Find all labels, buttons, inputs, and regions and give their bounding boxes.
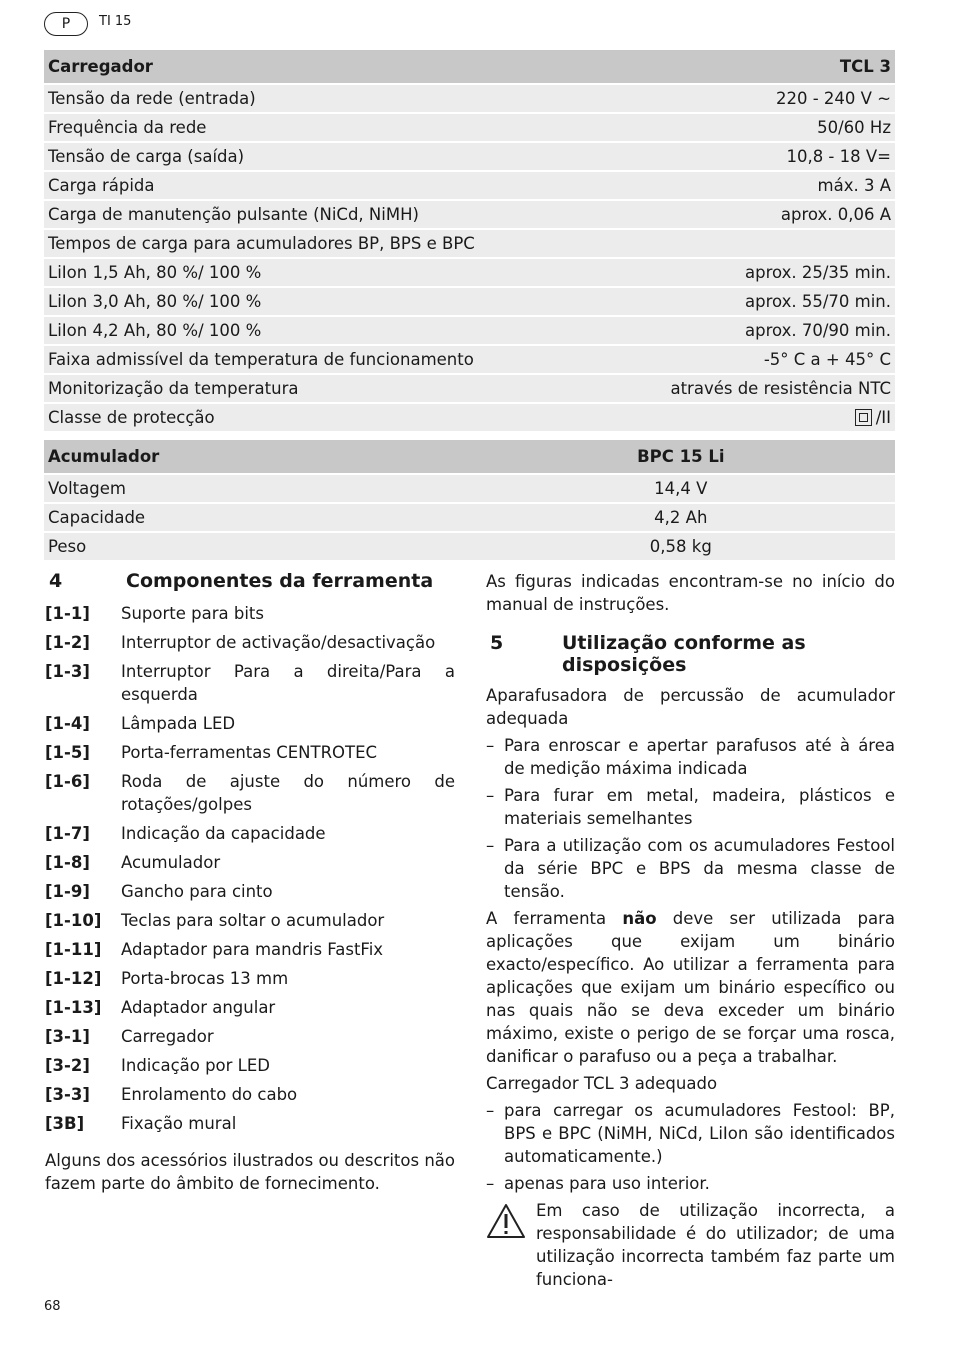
row-value: aprox. 0,06 A <box>602 201 895 228</box>
table-row <box>44 317 895 344</box>
table-row <box>44 143 895 170</box>
row-label: Monitorização da temperatura <box>44 375 602 402</box>
row-value: máx. 3 A <box>602 172 895 199</box>
list-item: – para carregar os acumuladores Festool: BP, BPS e BPC (NiMH, NiCd, LiIon são identificados automaticamente.) <box>486 1101 895 1166</box>
list-item: – Para furar em metal, madeira, plásticos e materiais semelhantes <box>486 786 895 828</box>
list-item: – Para enroscar e apertar parafusos até à área de medição máxima indicada <box>486 736 895 778</box>
list-item: – apenas para uso interior. <box>486 1172 895 1195</box>
model-label: TI 15 <box>99 14 132 29</box>
row-label: Tensão da rede (entrada) <box>44 85 602 112</box>
item-ref: [1-12] <box>45 969 102 988</box>
warning-block <box>486 1199 895 1291</box>
table-row <box>44 172 895 199</box>
item-ref: [1-6] <box>45 772 90 791</box>
item-text: Adaptador para mandris FastFix <box>121 940 384 959</box>
row-value <box>602 404 895 431</box>
list-item <box>45 770 455 816</box>
row-label: Faixa admissível da temperatura de funcionamento <box>44 346 602 373</box>
row-value: -5° C a + 45° C <box>602 346 895 373</box>
row-label: LiIon 3,0 Ah, 80 %/ 100 % <box>44 288 602 315</box>
list-item: – Para a utilização com os acumuladores Festool da série BPC e BPS da mesma classe de tensão. <box>486 836 895 901</box>
item-text: Gancho para cinto <box>121 882 273 901</box>
bullet-text: Para enroscar e apertar parafusos até à área de medição máxima indicada <box>504 736 895 778</box>
warning-text: Em caso de utilização incorrecta, a responsabilidade é do utilizador; de uma utilização incorrecta também faz parte um funciona- <box>536 1201 895 1289</box>
list-item <box>45 712 455 735</box>
table-row <box>44 230 895 257</box>
battery-spec-table <box>44 438 895 562</box>
item-text: Fixação mural <box>121 1114 237 1133</box>
item-ref: [1-10] <box>45 911 102 930</box>
right-column <box>486 570 895 1291</box>
section-5-heading <box>486 632 895 676</box>
item-ref: [1-4] <box>45 714 90 733</box>
item-ref: [3-3] <box>45 1085 90 1104</box>
table-row <box>44 85 895 112</box>
section-number: 4 <box>49 570 63 592</box>
item-text: Suporte para bits <box>121 604 264 623</box>
table-row <box>44 346 895 373</box>
item-text: Carregador <box>121 1027 214 1046</box>
page-number: 68 <box>44 1299 61 1314</box>
item-ref: [1-1] <box>45 604 90 623</box>
list-item <box>45 967 455 990</box>
list-item <box>45 1112 455 1135</box>
battery-model: BPC 15 Li <box>555 440 807 473</box>
section-title: Componentes da ferramenta <box>126 570 434 592</box>
table-row <box>44 375 895 402</box>
list-item <box>45 1054 455 1077</box>
list-item <box>45 1025 455 1048</box>
item-ref: [1-8] <box>45 853 90 872</box>
row-value: aprox. 55/70 min. <box>602 288 895 315</box>
table-row <box>44 259 895 286</box>
bullet-text: apenas para uso interior. <box>504 1174 710 1193</box>
item-text: Interruptor de activação/desactivação <box>121 633 436 652</box>
row-value: 10,8 - 18 V= <box>602 143 895 170</box>
table-row <box>44 404 895 431</box>
item-text: Teclas para soltar o acumulador <box>121 911 385 930</box>
row-label: Carga rápida <box>44 172 602 199</box>
row-value: aprox. 70/90 min. <box>602 317 895 344</box>
list-item <box>45 822 455 845</box>
list-item <box>45 851 455 874</box>
row-value <box>602 230 895 257</box>
table-row <box>44 201 895 228</box>
accessories-note: Alguns dos acessórios ilustrados ou descritos não fazem parte do âmbito de fornecimento. <box>45 1151 455 1193</box>
row-value: através de resistência NTC <box>602 375 895 402</box>
row-value: 0,58 kg <box>555 533 807 560</box>
row-value: aprox. 25/35 min. <box>602 259 895 286</box>
item-text: Interruptor Para a direita/Para a esquerda <box>121 662 455 704</box>
list-item <box>45 938 455 961</box>
charger-model: TCL 3 <box>602 50 895 83</box>
list-item <box>45 741 455 764</box>
row-label: Frequência da rede <box>44 114 602 141</box>
bullet-text: Para a utilização com os acumuladores Festool da série BPC e BPS da mesma classe de tensão. <box>504 836 895 901</box>
item-ref: [1-13] <box>45 998 102 1017</box>
table-row <box>44 533 895 560</box>
item-ref: [1-2] <box>45 633 90 652</box>
table-row <box>44 114 895 141</box>
row-label: Carga de manutenção pulsante (NiCd, NiMH) <box>44 201 602 228</box>
item-ref: [1-3] <box>45 662 90 681</box>
item-text: Indicação por LED <box>121 1056 271 1075</box>
battery-title: Acumulador <box>44 440 555 473</box>
row-label: Classe de protecção <box>44 404 602 431</box>
table-row <box>44 504 895 531</box>
item-text: Indicação da capacidade <box>121 824 326 843</box>
item-ref: [1-9] <box>45 882 90 901</box>
list-item <box>45 880 455 903</box>
item-ref: [3-1] <box>45 1027 90 1046</box>
item-ref: [3B] <box>45 1114 85 1133</box>
item-text: Enrolamento do cabo <box>121 1085 298 1104</box>
bullet-text: para carregar os acumuladores Festool: BP, BPS e BPC (NiMH, NiCd, LiIon são identificados automaticamente.) <box>504 1101 895 1166</box>
list-item <box>45 909 455 932</box>
row-label: Tempos de carga para acumuladores BP, BPS e BPC <box>44 230 602 257</box>
paragraph: Aparafusadora de percussão de acumulador adequada <box>486 686 895 728</box>
row-value: 14,4 V <box>555 475 807 502</box>
table-row <box>44 288 895 315</box>
table-row <box>44 475 895 502</box>
section-4-heading <box>45 570 455 592</box>
row-label: Tensão de carga (saída) <box>44 143 602 170</box>
item-ref: [3-2] <box>45 1056 90 1075</box>
item-ref: [1-5] <box>45 743 90 762</box>
protection-class-icon <box>855 409 872 426</box>
item-text: Porta-brocas 13 mm <box>121 969 289 988</box>
row-value: 50/60 Hz <box>602 114 895 141</box>
bullet-text: Para furar em metal, madeira, plásticos e materiais semelhantes <box>504 786 895 828</box>
item-ref: [1-11] <box>45 940 102 959</box>
charger-title: Carregador <box>44 50 602 83</box>
item-ref: [1-7] <box>45 824 90 843</box>
list-item <box>45 996 455 1019</box>
charger-spec-table <box>44 48 895 433</box>
table-header <box>44 50 895 83</box>
warning-icon <box>486 1199 536 1291</box>
section-number: 5 <box>490 632 504 654</box>
paragraph <box>486 907 895 1068</box>
row-label: LiIon 1,5 Ah, 80 %/ 100 % <box>44 259 602 286</box>
row-value: 4,2 Ah <box>555 504 807 531</box>
list-item <box>45 631 455 654</box>
list-item <box>45 1083 455 1106</box>
row-value: 220 - 240 V ~ <box>602 85 895 112</box>
item-text: Adaptador angular <box>121 998 276 1017</box>
item-text: Lâmpada LED <box>121 714 236 733</box>
paragraph: Carregador TCL 3 adequado <box>486 1074 718 1093</box>
item-text: Acumulador <box>121 853 221 872</box>
row-label: LiIon 4,2 Ah, 80 %/ 100 % <box>44 317 602 344</box>
section-title: Utilização conforme as disposições <box>562 632 806 676</box>
text-span: deve ser utilizada para aplicações que exijam um binário exacto/específico. Ao utilizar a ferramenta para aplicações que exijam um binário específico ou nas quais não se deva exceder um binário máximo, existe o perigo de se forçar uma rosca, danificar o parafuso ou a peça a trabalhar. <box>486 909 896 1066</box>
protection-value: /II <box>875 408 891 427</box>
row-label: Peso <box>44 533 555 560</box>
row-label: Voltagem <box>44 475 555 502</box>
table-header <box>44 440 895 473</box>
item-text: Roda de ajuste do número de rotações/golpes <box>121 772 455 814</box>
item-text: Porta-ferramentas CENTROTEC <box>121 743 378 762</box>
language-badge: P <box>44 12 88 36</box>
intro-paragraph: As figuras indicadas encontram-se no início do manual de instruções. <box>486 572 895 614</box>
list-item <box>45 660 455 706</box>
bold-text: não <box>622 909 657 928</box>
row-label: Capacidade <box>44 504 555 531</box>
left-column <box>45 570 455 1199</box>
list-item <box>45 602 455 625</box>
text-span: A ferramenta <box>486 909 607 928</box>
